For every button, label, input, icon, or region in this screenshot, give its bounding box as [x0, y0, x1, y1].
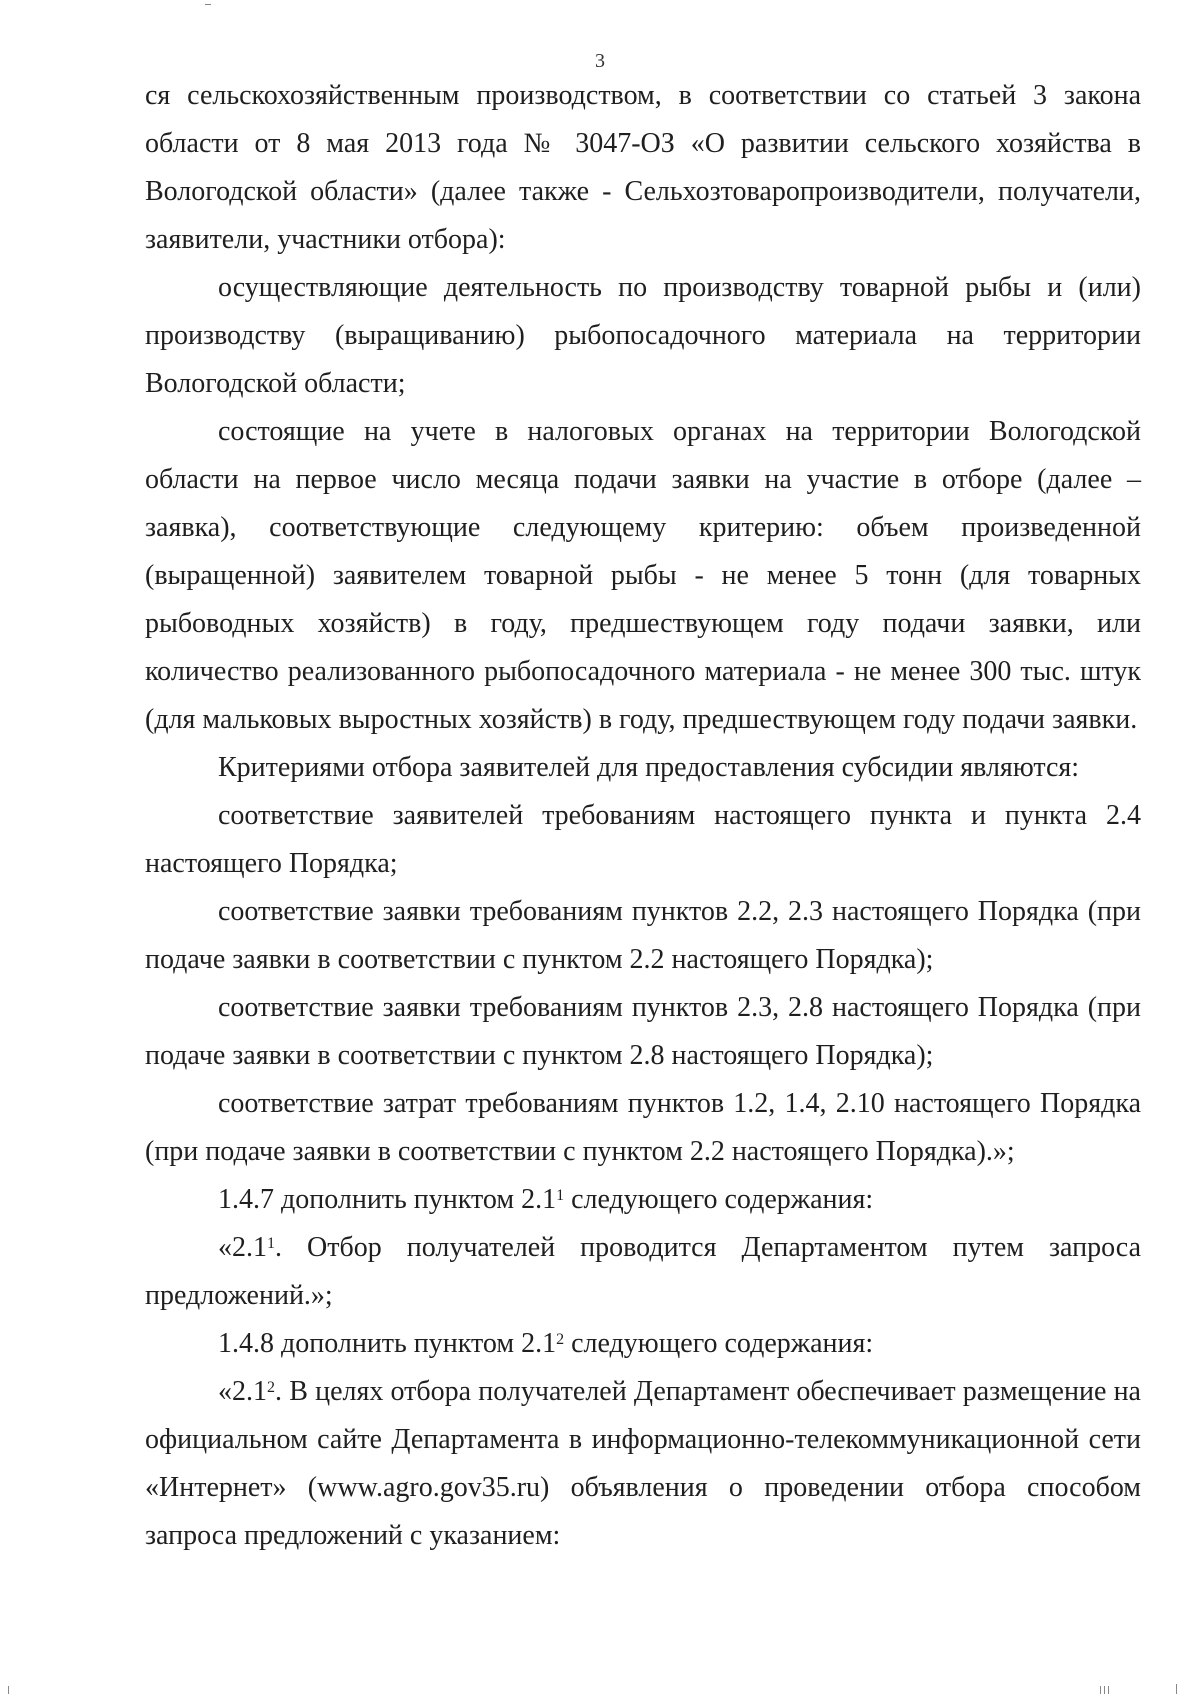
paragraph-text: соответствие заявки требованиям пунктов 2.2, 2.3 настоящего Порядка (при подаче заявки в соответствии с пунктом 2.2 настоящего Порядка);	[145, 896, 1141, 975]
paragraph-text: соответствие заявки требованиям пунктов 2.3, 2.8 настоящего Порядка (при подаче заявки в соответствии с пунктом 2.8 настоящего Порядка);	[145, 992, 1141, 1071]
paragraph-text: . Отбор получателей проводится Департаментом путем запроса предложений.»;	[145, 1232, 1141, 1311]
paragraph	[145, 72, 1141, 264]
paragraph	[145, 264, 1141, 408]
page-number: 3	[595, 50, 605, 72]
document-body	[145, 72, 1141, 1560]
superscript: 2	[556, 1331, 565, 1348]
paragraph	[145, 744, 1141, 792]
paragraph-text: состоящие на учете в налоговых органах на территории Вологодской области на первое число месяца подачи заявки на участие в отборе (далее – заявка), соответствующие следующему критерию: объем произведенной (выращенной) заявителем товарной рыбы - не менее 5 тонн (для товарных рыбоводных хозяйств) в году, предшествующем году подачи заявки, или количество реализованного рыбопосадочного материала - не менее 300 тыс. штук (для мальковых выростных хозяйств) в году, предшествующем году подачи заявки.	[145, 416, 1141, 735]
paragraph	[145, 1368, 1141, 1560]
paragraph-text: следующего содержания:	[564, 1328, 874, 1359]
paragraph	[145, 408, 1141, 744]
paragraph-text: ся сельскохозяйственным производством, в соответствии со статьей 3 закона области от 8 мая 2013 года № 3047-ОЗ «О развитии сельского хозяйства в Вологодской области» (далее также - Сельхозтоваропроизводители, получатели, заявители, участники отбора):	[145, 80, 1141, 255]
paragraph-text: соответствие заявителей требованиям настоящего пункта и пункта 2.4 настоящего Порядка;	[145, 800, 1141, 879]
scan-mark	[1104, 1686, 1105, 1694]
scan-mark	[1176, 1684, 1177, 1694]
paragraph	[145, 1176, 1141, 1224]
paragraph-text: 1.4.7 дополнить пунктом 2.1	[218, 1184, 557, 1215]
superscript: 1	[267, 1235, 275, 1252]
paragraph-text: 1.4.8 дополнить пунктом 2.1	[218, 1328, 557, 1359]
scan-mark	[8, 1686, 9, 1694]
paragraph	[145, 888, 1141, 984]
paragraph	[145, 1080, 1141, 1176]
paragraph-text: . В целях отбора получателей Департамент обеспечивает размещение на официальном сайте Департамента в информационно-телекоммуникационной сети «Интернет» (www.agro.gov35.ru) объявления о проведении отбора способом запроса предложений с указанием:	[145, 1376, 1141, 1551]
superscript: 2	[267, 1379, 275, 1396]
paragraph-text: соответствие затрат требованиям пунктов 1.2, 1.4, 2.10 настоящего Порядка (при подаче заявки в соответствии с пунктом 2.2 настоящего Порядка).»;	[145, 1088, 1141, 1167]
paragraph-text: «2.1	[218, 1232, 267, 1263]
paragraph	[145, 1320, 1141, 1368]
scan-mark	[205, 4, 211, 5]
paragraph-text: следующего содержания:	[564, 1184, 874, 1215]
paragraph-text: Критериями отбора заявителей для предоставления субсидии являются:	[218, 752, 1080, 783]
paragraph-text: «2.1	[218, 1376, 267, 1407]
paragraph-text: осуществляющие деятельность по производству товарной рыбы и (или) производству (выращиванию) рыбопосадочного материала на территории Вологодской области;	[145, 272, 1141, 399]
superscript: 1	[556, 1187, 565, 1204]
scan-mark	[1100, 1686, 1101, 1694]
paragraph	[145, 792, 1141, 888]
paragraph	[145, 1224, 1141, 1320]
paragraph	[145, 984, 1141, 1080]
scan-mark	[1108, 1686, 1109, 1694]
